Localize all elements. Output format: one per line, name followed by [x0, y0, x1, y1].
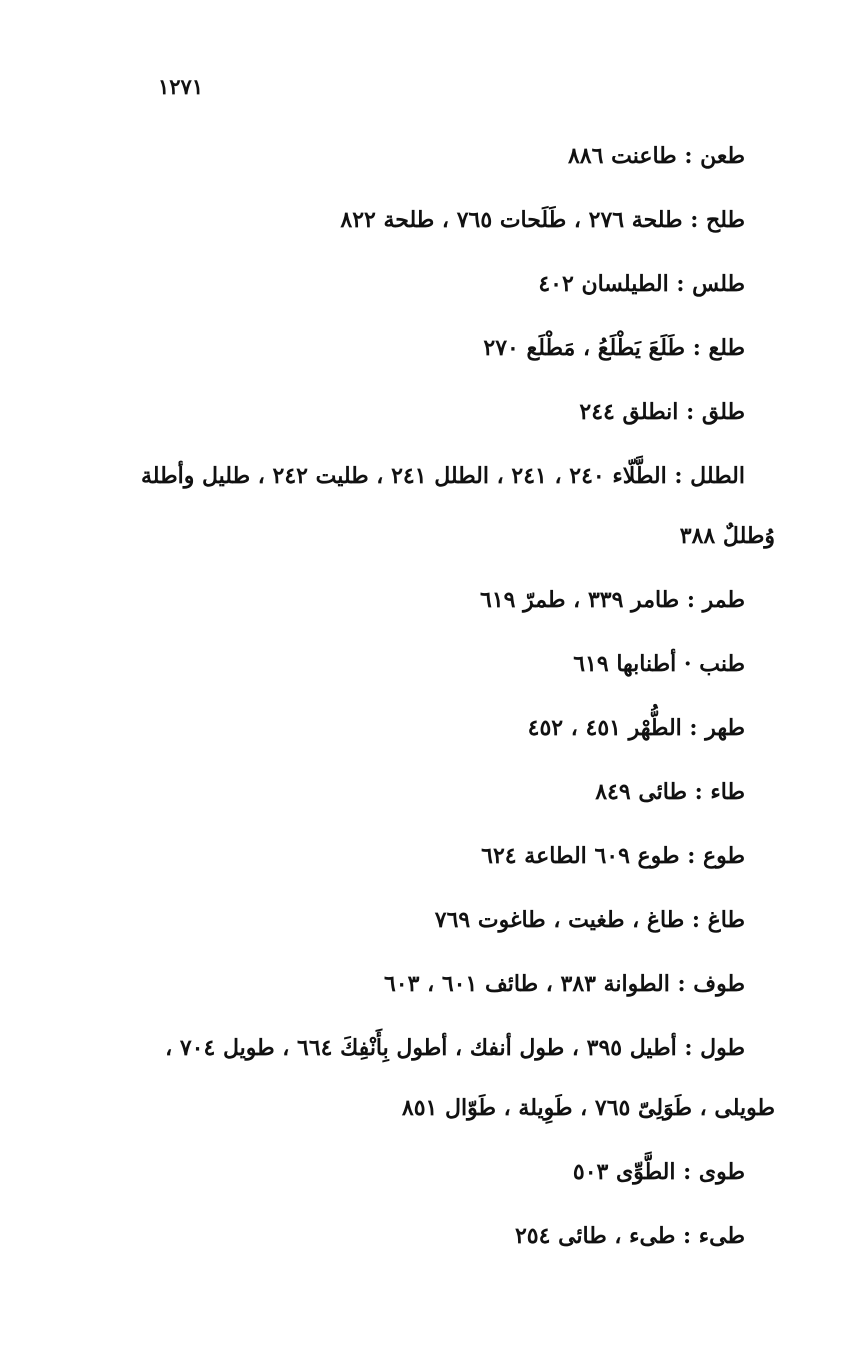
- index-entry: [125, 394, 745, 430]
- index-entry: [125, 1154, 745, 1190]
- index-entry: [125, 774, 745, 810]
- entry-line: وُطللٌ ٣٨٨: [679, 523, 775, 549]
- index-entry: [125, 646, 745, 682]
- entry-line: طاء : طائى ٨٤٩: [595, 779, 745, 805]
- index-entry: [125, 330, 745, 366]
- entry-line: طاغ : طاغ ، طغيت ، طاغوت ٧٦٩: [434, 907, 745, 933]
- index-entry: [125, 202, 745, 238]
- index-entry: [125, 266, 745, 302]
- index-entries: [125, 138, 775, 1282]
- entry-line: طوى : الطَّوِّى ٥٠٣: [572, 1159, 745, 1185]
- index-entry: [125, 1218, 745, 1254]
- index-entry: [130, 458, 775, 554]
- index-entry: [125, 710, 745, 746]
- page-number: ١٢٧١: [158, 74, 204, 99]
- entry-line: طنب · أطنابها ٦١٩: [573, 651, 745, 677]
- entry-line: طلق : انطلق ٢٤٤: [579, 399, 745, 425]
- index-entry: [125, 838, 745, 874]
- index-entry: [125, 902, 745, 938]
- entry-line: طمر : طامر ٣٣٩ ، طمرّ ٦١٩: [480, 587, 745, 613]
- entry-line: طلس : الطيلسان ٤٠٢: [538, 271, 745, 297]
- index-entry: [130, 1030, 775, 1126]
- entry-line: طول : أطيل ٣٩٥ ، طول أنفك ، أطول بِأَنْفِكَ ٦٦٤ ، طويل ٧٠٤ ،: [165, 1035, 745, 1061]
- entry-line: طوع : طوع ٦٠٩ الطاعة ٦٢٤: [481, 843, 745, 869]
- index-entry: [125, 582, 745, 618]
- entry-line: طوف : الطوانة ٣٨٣ ، طائف ٦٠١ ، ٦٠٣: [383, 971, 745, 997]
- entry-line: طويلى ، طَوَلِىّ ٧٦٥ ، طَوِيلة ، طَوّال ٨٥١: [401, 1095, 775, 1121]
- entry-line: طىء : طىء ، طائى ٢٥٤: [514, 1223, 745, 1249]
- entry-line: طلح : طلحة ٢٧٦ ، طَلَحات ٧٦٥ ، طلحة ٨٢٢: [340, 207, 745, 233]
- entry-line: طلع : طَلَعَ يَطْلَعُ ، مَطْلَع ٢٧٠: [483, 335, 745, 361]
- entry-line: طعن : طاعنت ٨٨٦: [567, 143, 745, 169]
- entry-line: الطلل : الطَّلّاء ٢٤٠ ، ٢٤١ ، الطلل ٢٤١ ، طليت ٢٤٢ ، طليل وأطلة: [141, 463, 745, 489]
- entry-line: طهر : الطُّهْر ٤٥١ ، ٤٥٢: [527, 715, 745, 741]
- index-entry: [125, 966, 745, 1002]
- index-entry: [125, 138, 745, 174]
